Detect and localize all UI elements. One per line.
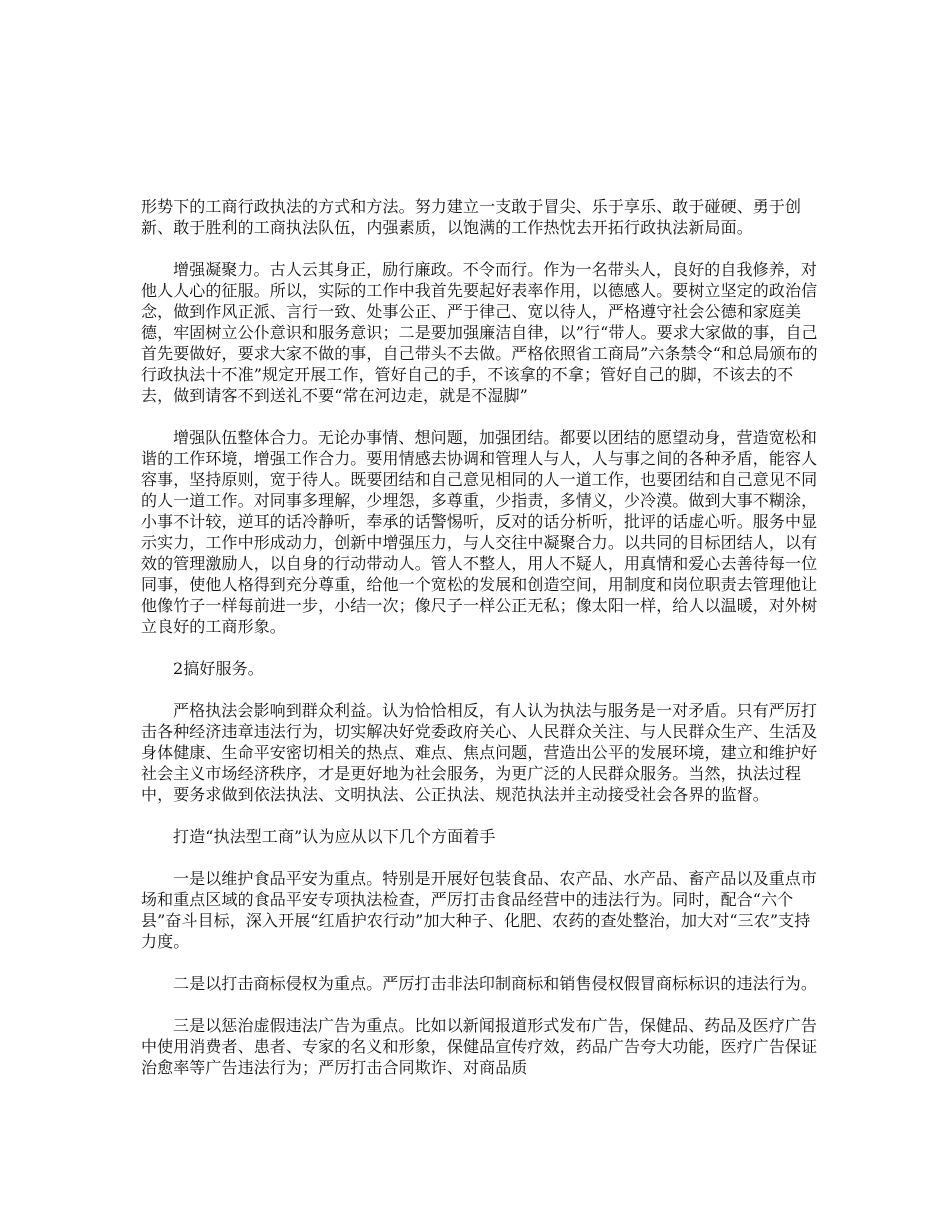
paragraph-4: 2搞好服务。	[173, 659, 264, 678]
paragraph-5: 严格执法会影响到群众利益。认为恰恰相反，有人认为执法与服务是一对矛盾。只有严厉打击各种经济违章违法行为，切实解决好党委政府关心、人民群众关注、与人民群众生产、生活及身体健康、生命平安密切相关的热点、难点、焦点问题，营造出公平的发展环境，建立和维护好社会主义市场经济秩序，才是更好地为社会服务，为更广泛的人民群众服务。当然，执法过程中，要务求做到依法执法、文明执法、公正执法、规范执法并主动接受社会各界的监督。	[141, 701, 818, 804]
document-page	[141, 196, 819, 1099]
paragraph-1: 形势下的工商行政执法的方式和方法。努力建立一支敢于冒尖、乐于享乐、敢于碰硬、勇于创新、敢于胜利的工商执法队伍，内强素质，以饱满的工作热忱去开拓行政执法新局面。	[141, 197, 802, 237]
paragraph-6: 打造“执法型工商”认为应从以下几个方面着手	[173, 827, 496, 846]
paragraph-3: 增强队伍整体合力。无论办事情、想问题，加强团结。都要以团结的愿望动身，营造宽松和谐的工作环境，增强工作合力。要用情感去协调和管理人与人，人与事之间的各种矛盾，能容人容事，坚持原则，宽于待人。既要团结和自己意见相同的人一道工作，也要团结和自己意见不同的人一道工作。对同事多理解，少埋怨，多尊重，少指责，多情义，少冷漠。做到大事不糊涂，小事不计较，逆耳的话冷静听，奉承的话警惕听，反对的话分析听，批评的话虚心听。服务中显示实力，工作中形成动力，创新中增强压力，与人交往中凝聚合力。以共同的目标团结人，以有效的管理激励人，以自身的行动带动人。管人不整人，用人不疑人，用真情和爱心去善待每一位同事，使他人格得到充分尊重，给他一个宽松的发展和创造空间，用制度和岗位职责去管理他让他像竹子一样每前进一步，小结一次；像尺子一样公正无私；像太阳一样，给人以温暖，对外树立良好的工商形象。	[141, 428, 818, 636]
paragraph-2: 增强凝聚力。古人云其身正，励行廉政。不令而行。作为一名带头人，良好的自我修养，对他人人心的征服。所以，实际的工作中我首先要起好表率作用，以德感人。要树立坚定的政治信念，做到作风正派、言行一致、处事公正、严于律己、宽以待人，严格遵守社会公德和家庭美德，牢固树立公仆意识和服务意识；二是要加强廉洁自律，以”行“带人。要求大家做的事，自己首先要做好，要求大家不做的事，自己带头不去做。严格依照省工商局”六条禁令“和总局颁布的行政执法十不准”规定开展工作，管好自己的手，不该拿的不拿；管好自己的脚，不该去的不去，做到请客不到送礼不要“常在河边走，就是不湿脚”	[141, 260, 818, 405]
paragraph-7: 一是以维护食品平安为重点。特别是开展好包装食品、农产品、水产品、畜产品以及重点市场和重点区域的食品平安专项执法检查，严厉打击食品经营中的违法行为。同时，配合“六个县”奋斗目标，深入开展“红盾护农行动”加大种子、化肥、农药的查处整治，加大对“三农”支持力度。	[141, 869, 818, 951]
paragraph-9: 三是以惩治虚假违法广告为重点。比如以新闻报道形式发布广告，保健品、药品及医疗广告中使用消费者、患者、专家的名义和形象，保健品宣传疗效，药品广告夸大功能，医疗广告保证治愈率等广告违法行为；严厉打击合同欺诈、对商品质	[141, 1016, 818, 1077]
paragraph-8: 二是以打击商标侵权为重点。严厉打击非法印制商标和销售侵权假冒商标标识的违法行为。	[173, 974, 818, 993]
